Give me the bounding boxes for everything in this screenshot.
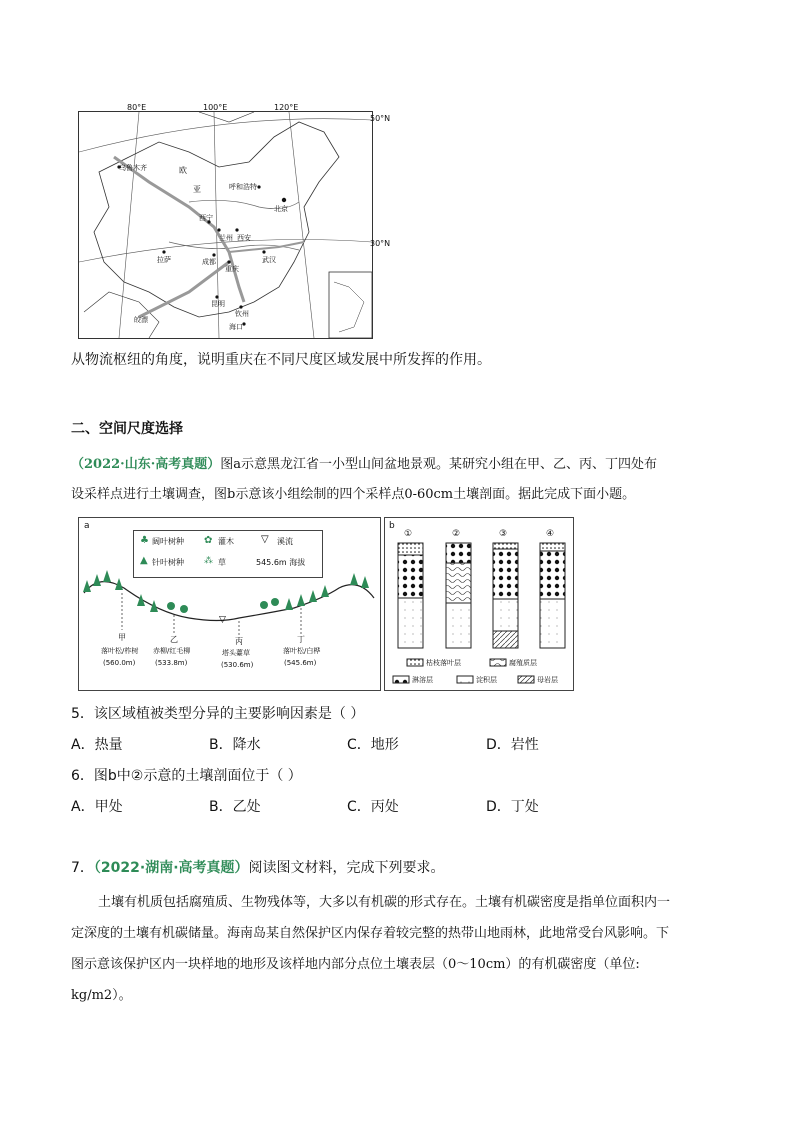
q6-option-d[interactable]: D．丁处 xyxy=(486,799,539,815)
legend-item: 枯枝落叶层 xyxy=(426,659,461,667)
section-title: 二、空间尺度选择 xyxy=(71,421,183,437)
q5-option-a[interactable]: A．热量 xyxy=(71,737,123,753)
lat-label: 30°N xyxy=(370,239,391,248)
site-label: 乙 xyxy=(170,635,178,644)
site-vegetation: 赤柳/红毛柳 xyxy=(153,647,191,655)
figure-a-landscape xyxy=(78,517,381,691)
legend-item: 545.6m 海拔 xyxy=(256,558,306,567)
column-label: ② xyxy=(452,529,461,539)
source-tag: （2022·湖南·高考真题） xyxy=(93,860,249,876)
place-label: 欧 xyxy=(179,166,187,175)
place-label: 皎漂 xyxy=(134,316,148,324)
intro-text: 图a示意黑龙江省一小型山间盆地景观。某研究小组在甲、乙、丙、丁四处布 xyxy=(220,457,657,472)
q5-stem: 5．该区域植被类型分异的主要影响因素是（ ） xyxy=(71,706,365,722)
lon-label: 100°E xyxy=(203,103,228,112)
site-elevation: (530.6m) xyxy=(221,661,254,669)
place-label: 呼和浩特 xyxy=(229,183,257,191)
china-logistics-map xyxy=(78,103,391,339)
place-label: 成都 xyxy=(202,258,216,266)
intro-line-2: 设采样点进行土壤调查，图b示意该小组绘制的四个采样点0-60cm土壤剖面。据此完成下面小题。 xyxy=(71,487,636,502)
column-label: ③ xyxy=(499,529,508,539)
q6-option-b[interactable]: B．乙处 xyxy=(209,799,261,815)
place-label: 重庆 xyxy=(225,265,239,273)
place-label: 亚 xyxy=(193,185,201,194)
legend-item: 灌木 xyxy=(218,537,234,546)
figure-label: a xyxy=(84,521,90,531)
stream-icon: ▽ xyxy=(261,534,269,545)
q5-option-b[interactable]: B．降水 xyxy=(209,737,261,753)
q7-paragraph-line: 图示意该保护区内一块样地的地形及该样地内部分点位土壤表层（0～10cm）的有机碳密度（单位: xyxy=(71,957,640,972)
site-vegetation: 落叶松/白桦 xyxy=(283,647,321,655)
place-label: 钦州 xyxy=(235,310,249,318)
lon-label: 80°E xyxy=(127,103,147,112)
place-label: 乌鲁木齐 xyxy=(119,164,147,172)
map-graphic xyxy=(79,112,372,338)
conifer-tree-icon: ▲ xyxy=(140,555,148,566)
legend-item: 阔叶树种 xyxy=(152,537,184,546)
q7-header xyxy=(71,858,445,878)
place-label: 兰州 xyxy=(219,234,233,242)
legend-item: 草 xyxy=(218,558,226,567)
grass-icon: ⁂ xyxy=(204,556,213,566)
q5-option-c[interactable]: C．地形 xyxy=(347,737,399,753)
site-vegetation: 塔头薹草 xyxy=(222,649,250,657)
intro-line-1 xyxy=(71,455,657,475)
q7-number: 7． xyxy=(71,860,94,876)
site-label: 甲 xyxy=(118,633,126,642)
place-label: 昆明 xyxy=(211,300,225,308)
figure-b-soil-profiles xyxy=(384,517,574,691)
broadleaf-tree-icon: ♣ xyxy=(140,535,149,546)
q6-stem: 6．图b中②示意的土壤剖面位于（ ） xyxy=(71,768,302,784)
question-text: 从物流枢纽的角度，说明重庆在不同尺度区域发展中所发挥的作用。 xyxy=(71,352,491,368)
q6-option-c[interactable]: C．丙处 xyxy=(347,799,399,815)
place-label: 北京 xyxy=(274,205,288,213)
place-label: 海口 xyxy=(229,323,243,331)
site-label: 丙 xyxy=(235,637,243,646)
place-label: 拉萨 xyxy=(157,256,171,264)
column-label: ① xyxy=(404,529,413,539)
legend-item: 淀积层 xyxy=(476,676,497,684)
q7-paragraph-line: 土壤有机质包括腐殖质、生物残体等，大多以有机碳的形式存在。土壤有机碳密度是指单位面积内一 xyxy=(98,895,671,910)
legend-item: 淋溶层 xyxy=(412,676,433,684)
lat-label: 50°N xyxy=(370,114,391,123)
legend-item: 母岩层 xyxy=(537,676,558,684)
place-label: 西宁 xyxy=(199,214,213,222)
legend-item: 溪流 xyxy=(277,537,293,546)
svg-text:▽: ▽ xyxy=(219,615,226,625)
shrub-icon: ✿ xyxy=(204,535,213,546)
figure-label: b xyxy=(389,521,395,531)
site-elevation: (560.0m) xyxy=(103,659,136,667)
site-elevation: (545.6m) xyxy=(284,659,317,667)
place-label: 西安 xyxy=(237,234,251,242)
q7-paragraph-line: kg/m2）。 xyxy=(71,988,132,1003)
column-label: ④ xyxy=(546,529,555,539)
site-label: 丁 xyxy=(297,635,305,644)
source-tag: （2022·山东·高考真题） xyxy=(71,457,221,472)
q5-option-d[interactable]: D．岩性 xyxy=(486,737,539,753)
legend-item: 针叶树种 xyxy=(152,558,184,567)
soil-columns xyxy=(385,518,573,690)
q7-stem: 阅读图文材料，完成下列要求。 xyxy=(248,860,445,876)
q7-paragraph-line: 定深度的土壤有机碳储量。海南岛某自然保护区内保存着较完整的热带山地雨林，此地常受台风影响。下 xyxy=(71,926,670,941)
place-label: 武汉 xyxy=(262,256,276,264)
legend-item: 腐殖质层 xyxy=(509,659,537,667)
site-elevation: (533.8m) xyxy=(155,659,188,667)
site-vegetation: 落叶松/柞树 xyxy=(101,647,139,655)
q6-option-a[interactable]: A．甲处 xyxy=(71,799,123,815)
lon-label: 120°E xyxy=(274,103,299,112)
